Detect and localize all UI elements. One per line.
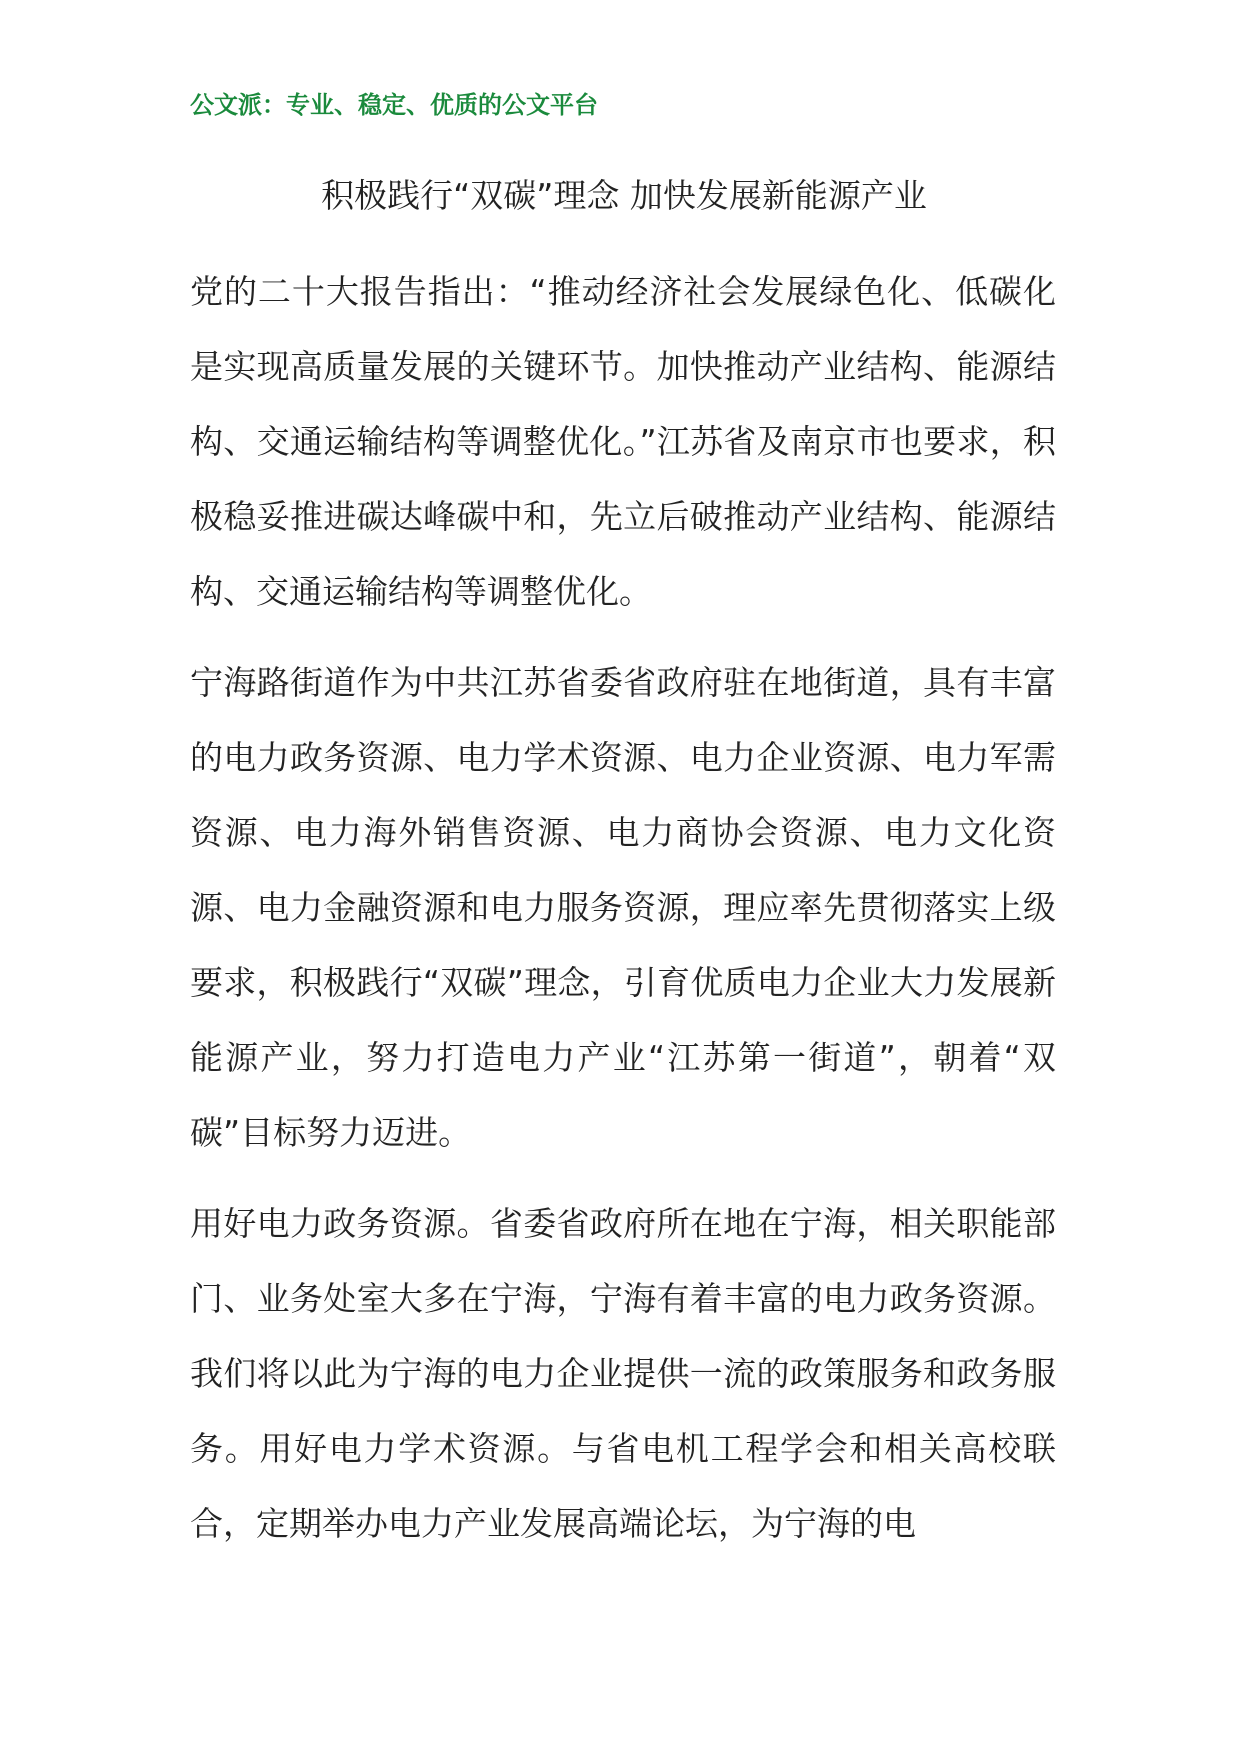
paragraph-3: 用好电力政务资源。省委省政府所在地在宁海，相关职能部门、业务处室大多在宁海，宁海有着丰富的电力政务资源。我们将以此为宁海的电力企业提供一流的政策服务和政务服务。用好电力学术资源。与省电机工程学会和相关高校联合，定期举办电力产业发展高端论坛，为宁海的电	[190, 1204, 1056, 1543]
document-body	[190, 254, 1056, 1577]
site-banner: 公文派：专业、稳定、优质的公文平台	[190, 91, 598, 119]
paragraph-2: 宁海路街道作为中共江苏省委省政府驻在地街道，具有丰富的电力政务资源、电力学术资源、电力企业资源、电力军需资源、电力海外销售资源、电力商协会资源、电力文化资源、电力金融资源和电力服务资源，理应率先贯彻落实上级要求，积极践行“双碳”理念，引育优质电力企业大力发展新能源产业，努力打造电力产业“江苏第一街道”，朝着“双碳”目标努力迈进。	[190, 663, 1056, 1152]
document-title: 积极践行“双碳”理念 加快发展新能源产业	[321, 176, 927, 215]
paragraph-1: 党的二十大报告指出：“推动经济社会发展绿色化、低碳化是实现高质量发展的关键环节。加快推动产业结构、能源结构、交通运输结构等调整优化。”江苏省及南京市也要求，积极稳妥推进碳达峰碳中和，先立后破推动产业结构、能源结构、交通运输结构等调整优化。	[190, 272, 1056, 611]
